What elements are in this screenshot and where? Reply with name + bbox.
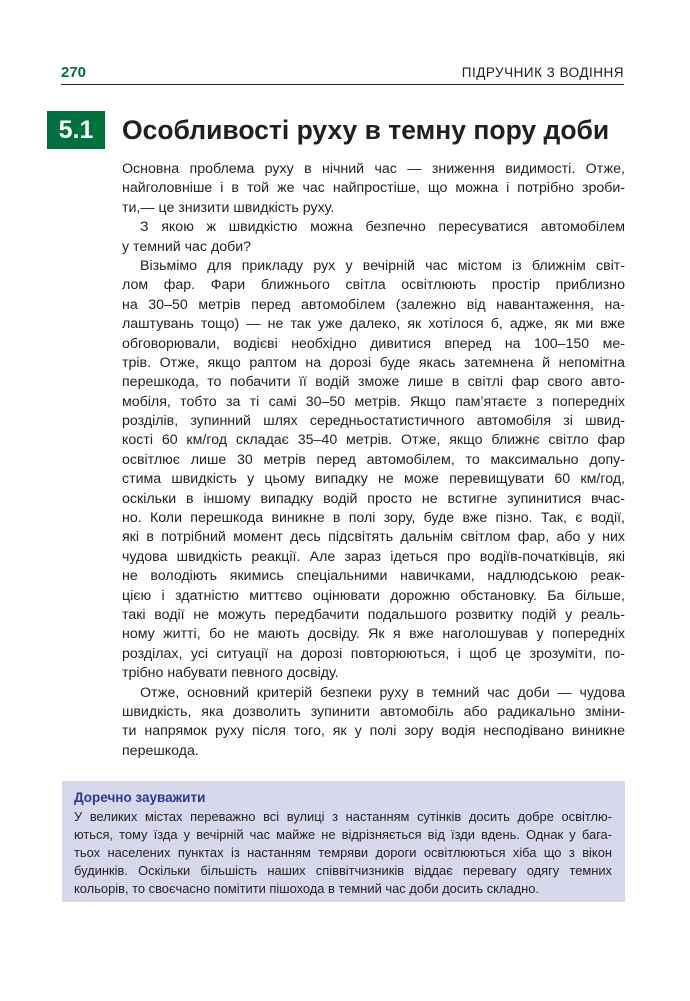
body-line: на 30–50 метрів перед автомобілем (залежно від навантаження, на-	[122, 296, 625, 313]
body-line: Візьмімо для прикладу рух у вечірній час містом із ближнім світ-	[140, 257, 625, 274]
body-line: ти,— це знизити швидкість руху.	[122, 199, 335, 216]
section-number-badge: 5.1	[47, 111, 105, 149]
note-line: кольорів, то своєчасно помітити пішохода в темний час доби досить складно.	[74, 881, 539, 896]
body-line: ти напрямок руху після того, як у полі зору водія несподівано виникне	[122, 723, 625, 740]
body-line: швидкість, яка дозволить зупинити автомобіль або радикально зміни-	[122, 703, 625, 720]
body-line: перешкода.	[122, 742, 199, 759]
body-line: цією і здатністю миттєво оцінювати дорожню обстановку. Ба більше,	[122, 587, 625, 604]
body-line: трібно набувати певного досвіду.	[122, 665, 339, 682]
body-line: у темний час доби?	[122, 238, 252, 255]
note-box	[62, 781, 625, 902]
note-line: У великих містах переважно всі вулиці з настанням сутінків досить добре освітлю-	[74, 809, 612, 824]
note-text	[74, 808, 612, 898]
body-line: які в потрібний момент десь підсвітять дальнім світлом фар, або у них	[122, 529, 625, 546]
body-line: стима швидкість у цьому випадку не може перевищувати 60 км/год,	[122, 471, 625, 488]
note-title: Доречно зауважити	[74, 790, 206, 805]
body-line: найголовніше і в той же час найпростіше, що можна і потрібно зроби-	[122, 180, 625, 197]
body-text	[122, 160, 625, 761]
body-line: лаштувань тощо) — не так уже далеко, як хотілося б, адже, як ми вже	[122, 316, 625, 333]
body-line: чудова швидкість реакції. Але зараз ідеться про водіїв-початківців, які	[122, 548, 625, 565]
body-line: мобіля, тобто за ті самі 30–50 метрів. Якщо пам’ятаєте з попередніх	[122, 393, 625, 410]
body-line: розділів, зупинний шлях середньостатистичного автомобіля зі швид-	[122, 413, 625, 430]
body-line: но. Коли перешкода виникне в полі зору, буде вже пізно. Так, є водії,	[122, 510, 625, 527]
body-line: розділах, усі ситуації на дорозі повторюються, і щоб це зрозуміти, по-	[122, 645, 625, 662]
section-title: Особливості руху в темну пору доби	[122, 115, 610, 145]
body-line: трів. Отже, якщо раптом на дорозі буде якась затемнена й непомітна	[122, 354, 625, 371]
body-line: Отже, основний критерій безпеки руху в темний час доби — чудова	[140, 684, 625, 701]
body-line: З якою ж швидкістю можна безпечно пересуватися автомобілем	[140, 219, 625, 236]
body-line: не володіють якимись спеціальними навичками, надлюдською реак-	[122, 568, 625, 585]
page-header	[61, 62, 624, 85]
running-title: ПІДРУЧНИК З ВОДІННЯ	[461, 65, 624, 80]
body-line: оскільки в іншому випадку водій просто не встигне зупинитися вчас-	[122, 490, 625, 507]
body-line: освітлює лише 30 метрів перед автомобілем, то максимально допу-	[122, 451, 625, 468]
body-line: обговорювали, водієві необхідно дивитися вперед на 100–150 ме-	[122, 335, 625, 352]
body-line: перешкода, то побачити її водій зможе лише в світлі фар свого авто-	[122, 374, 625, 391]
body-line: Основна проблема руху в нічний час — зниження видимості. Отже,	[122, 161, 625, 177]
body-line: ному житті, бо не мають досвіду. Як я вже наголошував у попередніх	[122, 626, 625, 643]
note-line: ються, тому їзда у вечірній час майже не відрізняється від їзди вдень. Однак у бага-	[74, 827, 612, 842]
body-line: лом фар. Фари ближнього світла освітлюють простір приблизно	[122, 277, 625, 294]
page-number: 270	[61, 64, 87, 81]
body-line: кості 60 км/год складає 35–40 метрів. Отже, якщо ближнє світло фар	[122, 432, 625, 449]
body-line: такі водії не можуть передбачити подальшого розвитку подій у реаль-	[122, 606, 625, 623]
note-line: тьох населених пунктах із настанням темряви дороги освітлюються хіба що з вікон	[74, 845, 612, 860]
note-line: будинків. Оскільки більшість наших співвітчизників віддає перевагу одягу темних	[74, 863, 612, 878]
